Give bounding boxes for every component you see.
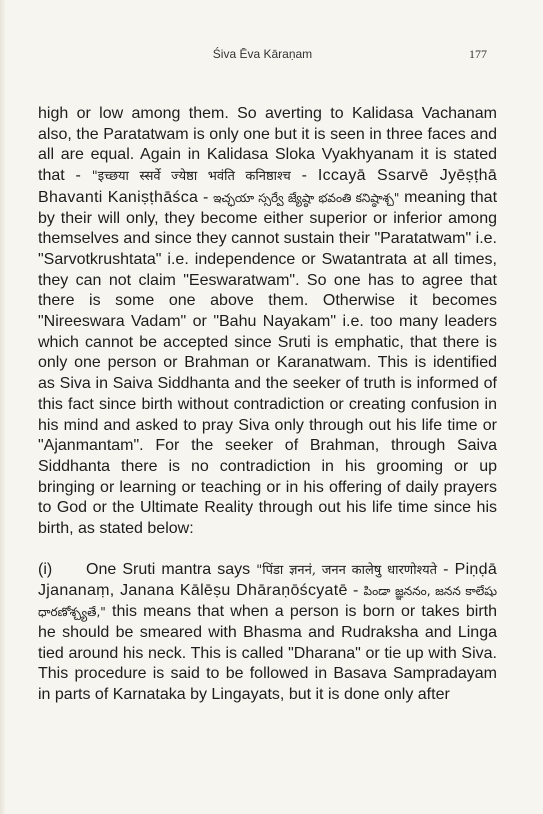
transliteration-1: Iccayā Ssarvē Jyēṣṭhā Bhavanti Kaniṣṭhāśca bbox=[38, 167, 498, 206]
dash-1: - bbox=[290, 167, 318, 185]
telugu-quote-1: ఇచ్ఛయా స్సర్వే జ్యేష్ఠా భవంతి కనిష్ఠాశ్చ" bbox=[213, 190, 400, 205]
running-title: Śiva Ēva Kāraṇam bbox=[212, 47, 313, 61]
list-item-label: (i) bbox=[38, 560, 53, 578]
paragraph-2 bbox=[38, 560, 497, 706]
paragraph-2-text-a: One Sruti mantra says bbox=[86, 560, 257, 578]
devanagari-quote-2: "पिंडा ज्ञननं, जनन कालेषु धारणोश्यते bbox=[256, 562, 438, 578]
paragraph-1-text-b: meaning that by their will only, they become either superior or inferior among themselves and since they cannot sustain their "Paratatwam" i.e. "Sarvotkrushtata" i.e. independence or Swatantrata at all times, they can not claim "Eeswaratwam". So one has to agree that there is some one above them. Otherwise it becomes "Nireeswara Vadam" or "Bahu Nayakam" i.e. too many leaders which cannot be accepted since Sruti is emphatic, that there is only one person or Brahman or Karanatwam. This is identified as Siva in Saiva Siddhanta and the seeker of truth is informed of this fact since birth without contradiction or creating confusion in his mind and asked to pray Siva only through out his life time or "Ajanmantam". For the seeker of Brahman, through Saiva Siddhanta there is no contradiction in his grooming or up bringing or learning or teaching or in his offering of daily prayers to God or the Ultimate Reality through out his life time since his birth, as stated below: bbox=[38, 188, 498, 538]
telugu-quote-2: పిండా జ్ఞననం, జనన కాలేషు ధారణోశ్చ్యతే," bbox=[38, 584, 497, 620]
paragraph-2-text-b: this means that when a person is born or takes birth he should be smeared with Bhasma and Rudraksha and Linga tied around his neck. This is called "Dharana" or tie up with Siva. This procedure is said to be followed in Basava Sampradayam in parts of Karnataka by Lingayats, but it is done only after bbox=[38, 603, 497, 703]
dash-4: - bbox=[347, 582, 364, 600]
dash-2: - bbox=[198, 188, 214, 206]
paragraph-gap bbox=[38, 540, 497, 560]
paragraph-1-text-a: high or low among them. So averting to Kalidasa Vachanam also, the Paratatwam is only one but it is seen in three faces and all are equal. Again in Kalidasa Sloka Vyakhyanam it is stated that - bbox=[38, 105, 497, 185]
body-text bbox=[38, 104, 497, 706]
devanagari-quote-1: "इच्छया स्सर्वे ज्येष्ठा भवंति कनिष्ठाश्च bbox=[91, 169, 291, 185]
transliteration-2: Piṇḍā Jjananaṃ, Janana Kālēṣu Dhāraṇōścyatē bbox=[38, 560, 498, 600]
page-edge bbox=[0, 0, 6, 814]
dash-3: - bbox=[437, 560, 455, 578]
page-header bbox=[38, 47, 487, 65]
page-number: 177 bbox=[469, 47, 487, 61]
paragraph-1 bbox=[38, 104, 497, 540]
